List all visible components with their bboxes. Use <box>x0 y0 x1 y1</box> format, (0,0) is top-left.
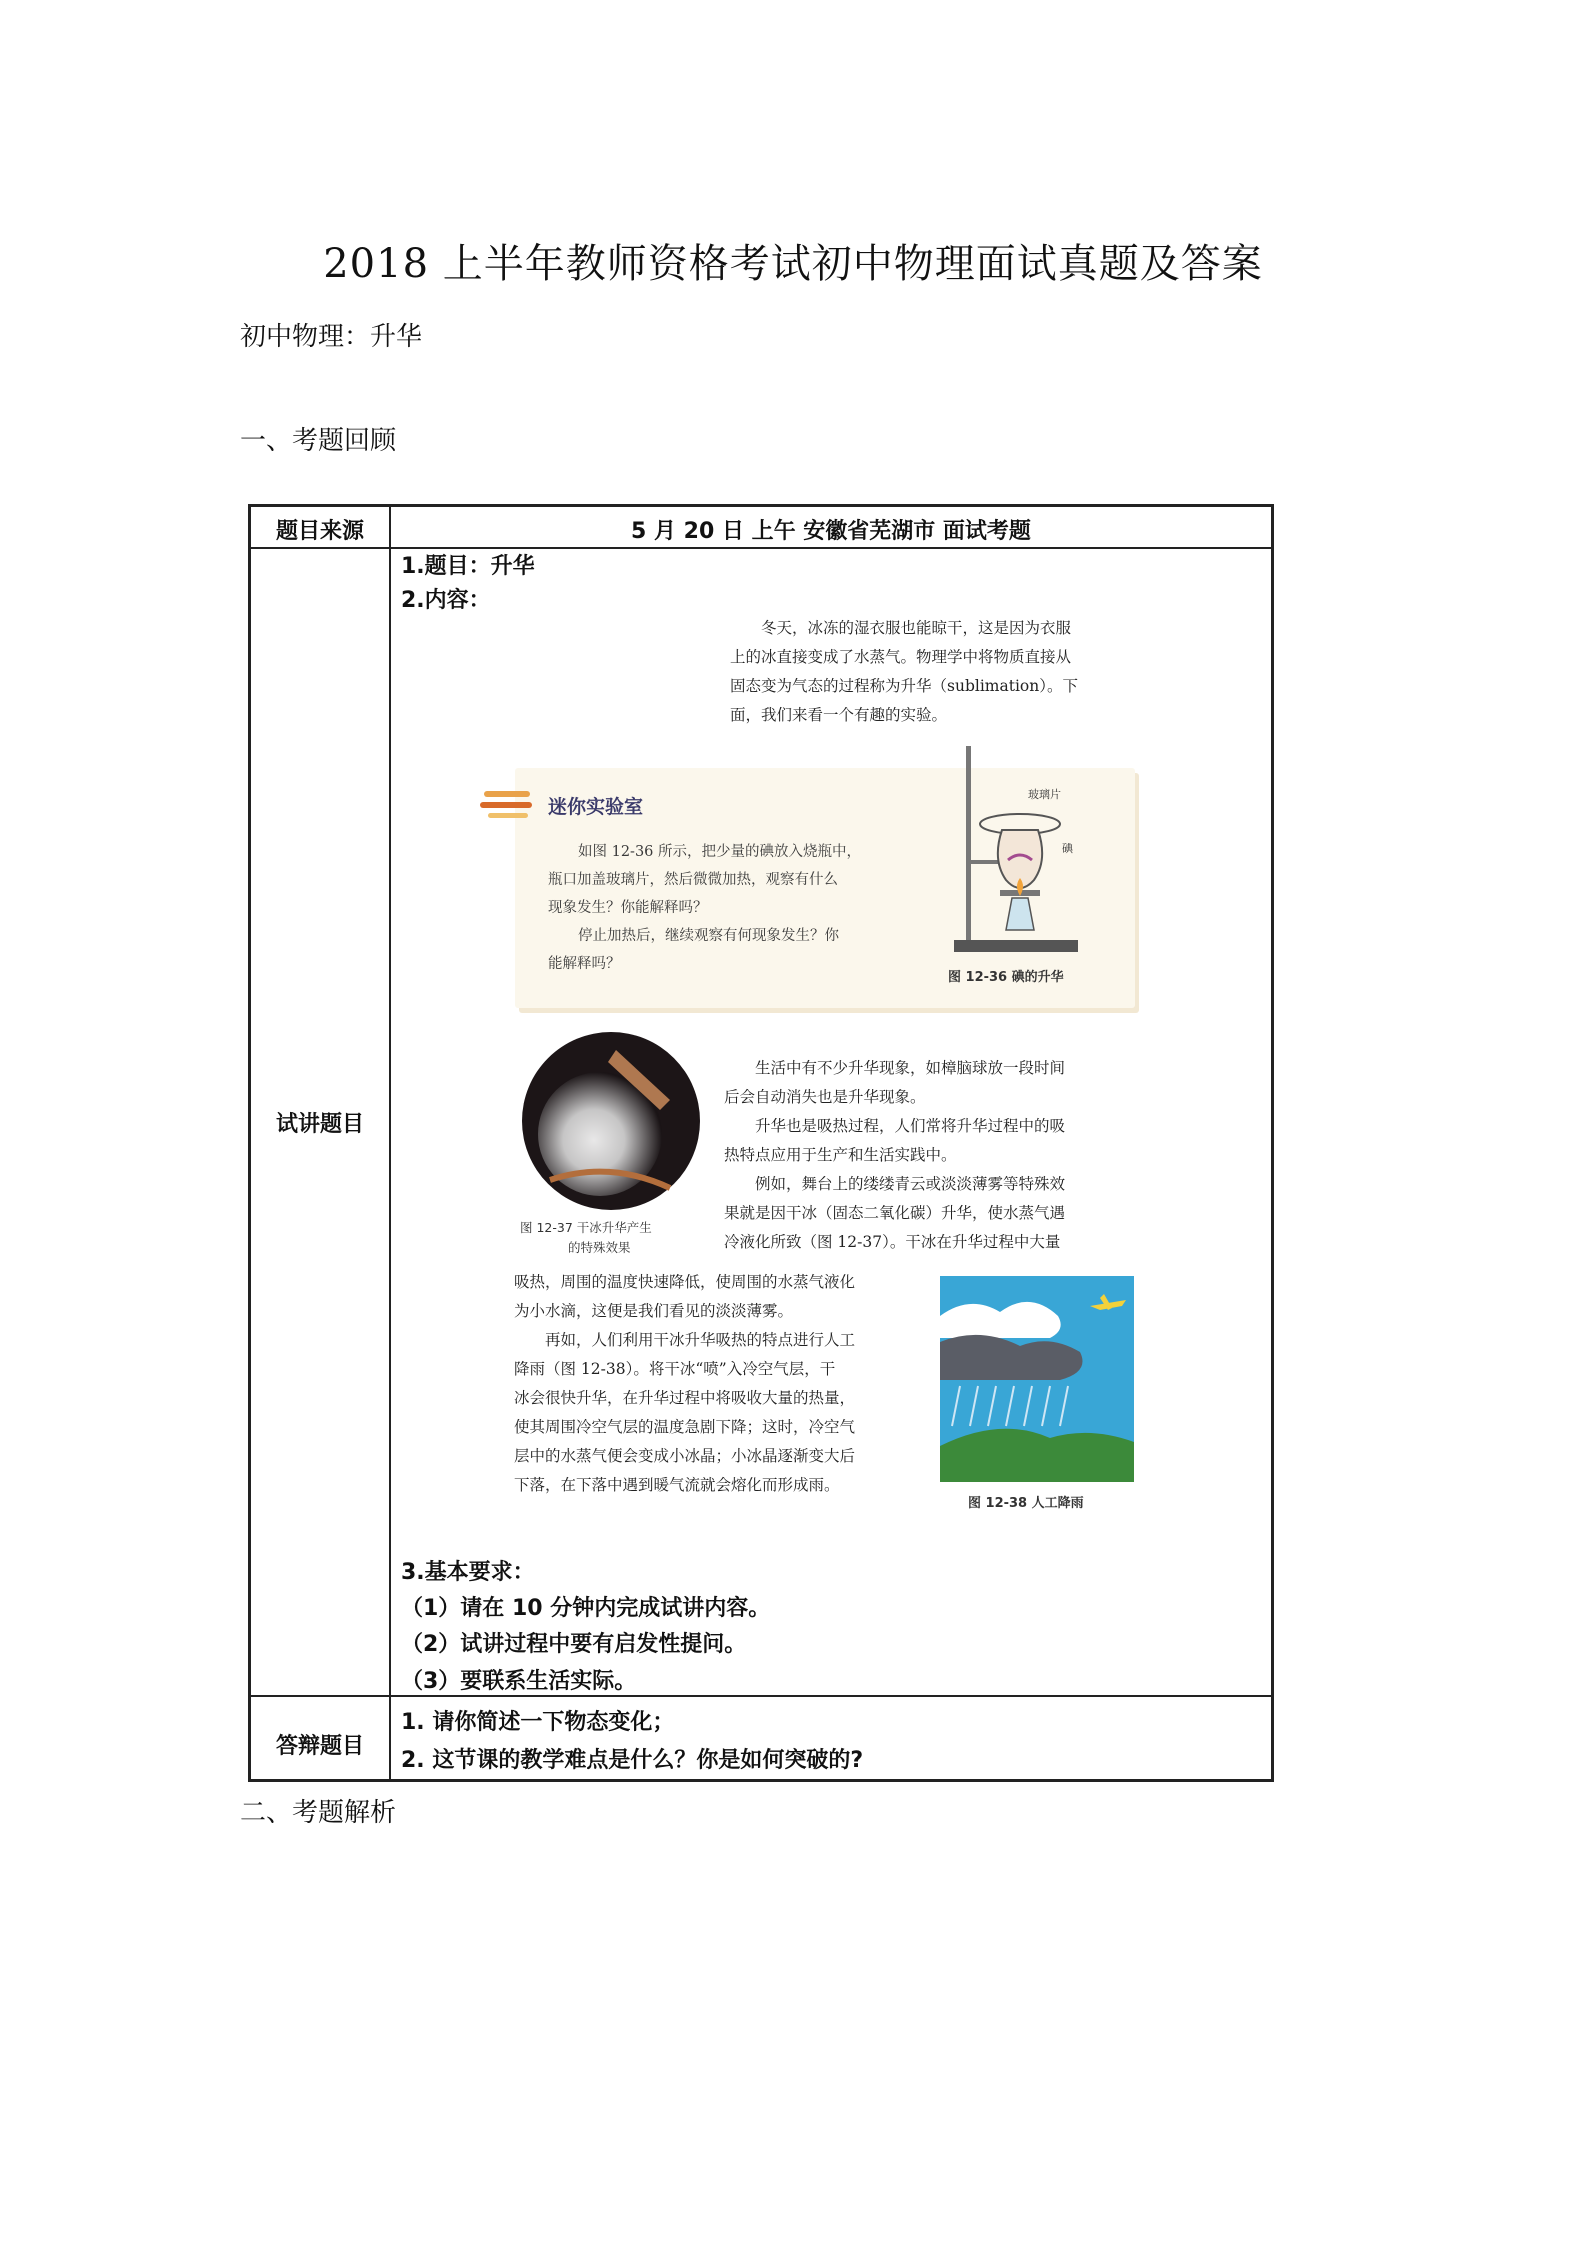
textbook-line: 热特点应用于生产和生活实践中。 <box>724 1146 957 1164</box>
textbook-para-2 <box>724 1054 1065 1257</box>
textbook-line: 下落，在下落中遇到暖气流就会熔化而形成雨。 <box>514 1476 840 1494</box>
fig37-caption-2: 的特殊效果 <box>568 1240 631 1255</box>
fig37-caption: 图 12-37 干冰升华产生 <box>520 1220 652 1235</box>
textbook-line: 冷液化所致（图 12-37）。干冰在升华过程中大量 <box>724 1233 1061 1251</box>
lab-line: 能解释吗？ <box>548 956 621 972</box>
lab-pen-icon <box>478 785 538 825</box>
textbook-line: 面，我们来看一个有趣的实验。 <box>730 706 948 724</box>
fig36-caption: 图 12-36 碘的升华 <box>948 970 1064 985</box>
textbook-line: 冰会很快升华，在升华过程中将吸收大量的热量， <box>514 1389 856 1407</box>
table-divider <box>389 507 391 1779</box>
lab-line: 如图 12-36 所示，把少量的碘放入烧瓶中， <box>578 844 862 860</box>
figure-12-38 <box>940 1276 1134 1482</box>
textbook-line: 再如，人们利用干冰升华吸热的特点进行人工 <box>545 1331 856 1349</box>
row-label-lecture: 试讲题目 <box>275 1112 364 1137</box>
document-title: 2018 上半年教师资格考试初中物理面试真题及答案 <box>323 241 1263 287</box>
textbook-line: 降雨（图 12-38）。将干冰“喷”入冷空气层，干 <box>514 1360 836 1378</box>
textbook-line: 使其周围冷空气层的温度急剧下降；这时，冷空气 <box>514 1418 856 1436</box>
section-heading-review: 一、考题回顾 <box>240 426 397 456</box>
requirement-item: （3）要联系生活实际。 <box>401 1669 637 1694</box>
textbook-line: 为小水滴，这便是我们看见的淡淡薄雾。 <box>514 1302 794 1320</box>
lab-title: 迷你实验室 <box>548 796 644 818</box>
textbook-line: 果就是因干冰（固态二氧化碳）升华，使水蒸气遇 <box>724 1204 1066 1222</box>
textbook-line: 上的冰直接变成了水蒸气。物理学中将物质直接从 <box>730 648 1072 666</box>
textbook-line: 后会自动消失也是升华现象。 <box>724 1088 926 1106</box>
textbook-line: 层中的水蒸气便会变成小冰晶；小冰晶逐渐变大后 <box>514 1447 856 1465</box>
document-subtitle: 初中物理：升华 <box>240 322 423 352</box>
requirements-title: 3.基本要求： <box>401 1560 535 1585</box>
table-divider <box>251 1695 1271 1697</box>
textbook-line: 升华也是吸热过程，人们常将升华过程中的吸 <box>755 1117 1066 1135</box>
row-label-defense: 答辩题目 <box>275 1734 364 1759</box>
textbook-line: 吸热，周围的温度快速降低，使周围的水蒸气液化 <box>514 1273 856 1291</box>
figure-12-37 <box>520 1030 702 1212</box>
header-source-label: 题目来源 <box>275 519 364 544</box>
textbook-line: 生活中有不少升华现象，如樟脑球放一段时间 <box>755 1059 1066 1077</box>
content-line: 2.内容： <box>401 588 491 613</box>
textbook-line: 冬天，冰冻的湿衣服也能晾干，这是因为衣服 <box>761 619 1072 637</box>
fig36-label-glass: 玻璃片 <box>1028 788 1061 801</box>
lab-line: 现象发生？你能解释吗？ <box>548 900 708 916</box>
fig36-label-iodine: 碘 <box>1062 842 1073 855</box>
textbook-para-3 <box>514 1268 855 1500</box>
textbook-intro <box>730 614 1078 730</box>
lab-line: 瓶口加盖玻璃片，然后微微加热，观察有什么 <box>548 872 838 888</box>
requirement-item: （1）请在 10 分钟内完成试讲内容。 <box>401 1596 771 1621</box>
section-heading-analysis: 二、考题解析 <box>240 1798 397 1828</box>
defense-question: 1. 请你简述一下物态变化； <box>401 1710 675 1735</box>
defense-question: 2. 这节课的教学难点是什么？你是如何突破的? <box>401 1748 864 1773</box>
header-source-value: 5 月 20 日 上午 安徽省芜湖市 面试考题 <box>631 519 1031 544</box>
textbook-line: 例如，舞台上的缕缕青云或淡淡薄雾等特殊效 <box>755 1175 1066 1193</box>
lab-text <box>548 838 861 978</box>
fig38-caption: 图 12-38 人工降雨 <box>968 1496 1084 1511</box>
topic-line: 1.题目：升华 <box>401 554 535 579</box>
textbook-line: 固态变为气态的过程称为升华（sublimation）。下 <box>730 677 1078 695</box>
requirement-item: （2）试讲过程中要有启发性提问。 <box>401 1632 747 1657</box>
lab-line: 停止加热后，继续观察有何现象发生？你 <box>578 928 839 944</box>
